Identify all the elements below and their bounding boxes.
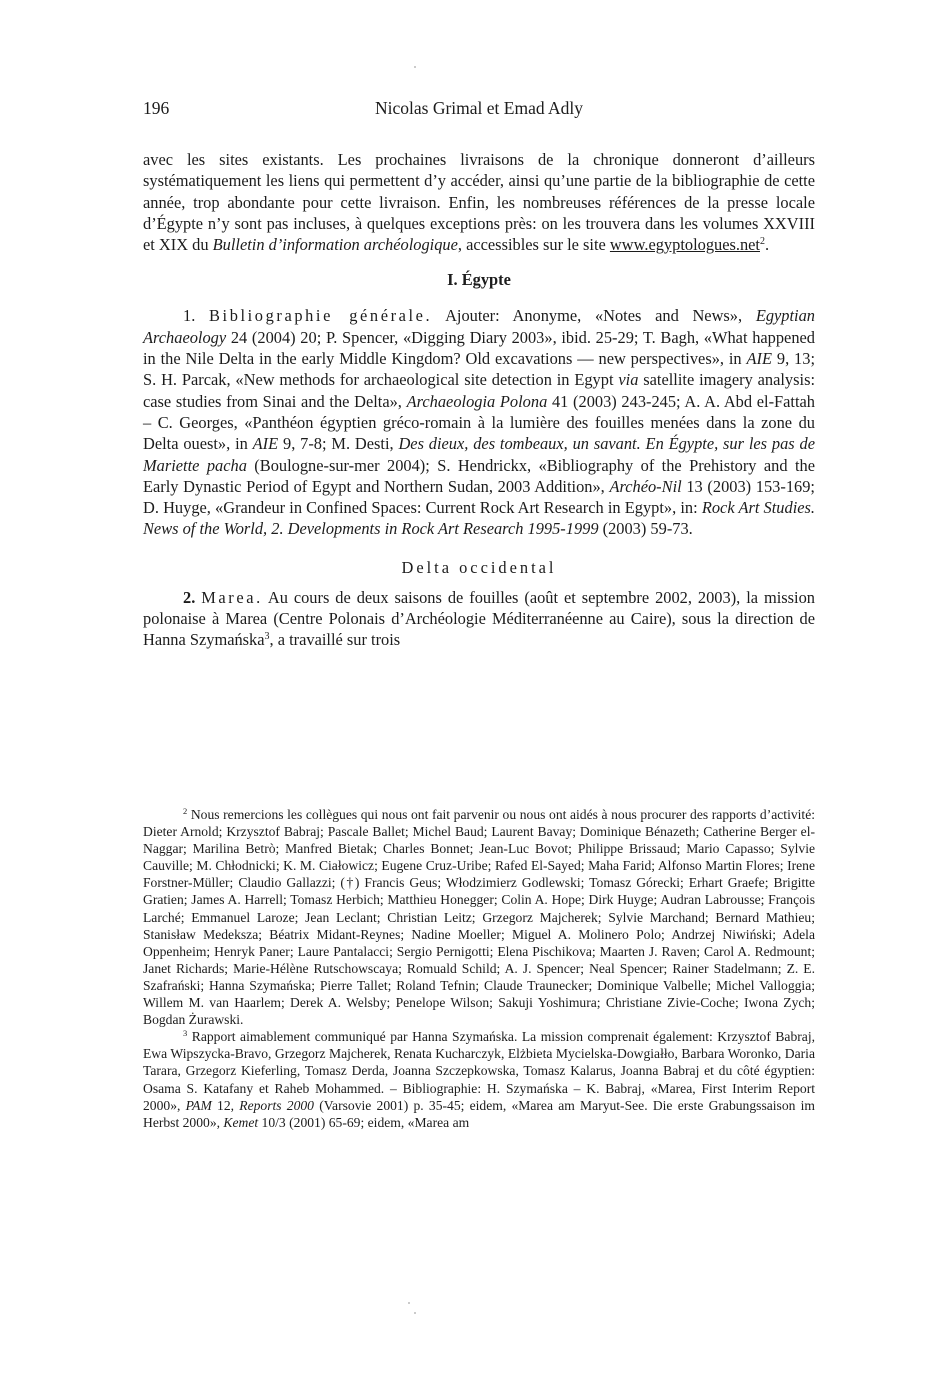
item-heading: Marea. xyxy=(201,587,263,607)
item-heading: Bibliographie générale. xyxy=(209,306,433,326)
footnotes xyxy=(143,806,815,1131)
bibliography-paragraph: 1. Bibliographie générale. Ajouter: Anonyme, «Notes and News», Egyptian Archaeology 24 (2004) 20; P. Spencer, «Digging Diary 2003», ibid. 25-29; T. Bagh, «What happened in the Nile Delta in the early Middle Kingdom? Old excavations — new perspectives», in AIE 9, 13; S. H. Parcak, «New methods for archaeological site detection in Egypt via satellite imagery analysis: case studies from Sinai and the Delta», Archaeologia Polona 41 (2003) 243-245; A. A. Abd el-Fattah – C. Georges, «Panthéon égyptien gréco-romain à la lumière des fouilles menées dans la zone du Delta ouest», in AIE 9, 7-8; M. Desti, Des dieux, des tombeaux, un savant. En Égypte, sur les pas de Mariette pacha (Boulogne-sur-mer 2004); S. Hendrickx, «Bibliography of the Prehistory and the Early Dynastic Period of Egypt and Northern Sudan, 2003 Addition», Archéo-Nil 13 (2003) 153-169; D. Huyge, «Grandeur in Confined Spaces: Current Rock Art Research in Egypt», in: Rock Art Studies. News of the World, 2. Developments in Rock Art Research 1995-1999 (2003) 59-73. xyxy=(143,306,816,539)
scan-speck xyxy=(414,66,416,68)
subsection-title: Delta occidental xyxy=(401,557,557,577)
journal-title: Bulletin d’information archéologique xyxy=(212,235,458,255)
footnote-2: $^2$ Nous remercions les collègues qui nous ont fait parvenir ou nous ont aidés à nous procurer des rapports d’activité: Dieter Arnold; Krzysztof Babraj; Pascale Ballet; Michel Baud; Laurent Bavay; Dominique Bénazeth; Catherine Berger el-Naggar; Marilina Betrò; Manfred Bietak; Charles Bonnet; Jean-Luc Bovot; Philippe Brissaud; Mario Capasso; Sylvie Cauville; M. Chłodnicki; K. M. Ciałowicz; Eugene Cruz-Uribe; Rafed El-Sayed; Maha Farid; Alfonso Martin Flores; Irene Forstner-Müller; Claudio Gallazzi; (†) Francis Geus; Włodzimierz Godlewski; Tomasz Górecki; Erhart Graefe; Brigitte Gratien; James A. Harrell; Tomasz Herbich; Matthieu Honegger; Colin A. Hope; Dirk Huyge; Audran Labrousse; François Larché; Emmanuel Laroze; Jean Leclant; Christian Leitz; Grzegorz Majcherek; Sylvie Marchand; Bernard Mathieu; Stanisław Medeksza; Béatrix Midant-Reynes; Nadine Moeller; Miguel A. Molinero Polo; Andrzej Niwiński; Adela Oppenheim; Henryk Paner; Laure Pantalacci; Sergio Pernigotti; Elena Pischikova; Maarten J. Raven; Carol A. Redmount; Janet Richards; Marie-Hélène Rutschowscaya; Romuald Schild; A. J. Spencer; Neal Spencer; Rainer Stadelmann; Z. E. Szafrański; Hanna Szymańska; Pierre Tallet; Roland Tefnin; Claude Traunecker; Dominique Valbelle; Michel Valloggia; Willem M. van Haarlem; Derek A. Welsby; Penelope Wilson; Sakuji Yoshimura; Christiane Zivie-Coche; Iwona Zych; Bogdan Żurawski. xyxy=(143,806,816,1028)
footnote-ref-2[interactable]: 2 xyxy=(760,236,765,248)
main-text xyxy=(143,149,815,651)
scan-speck xyxy=(408,1302,410,1304)
footnote-number: 2 xyxy=(183,806,188,816)
footnote-number: 3 xyxy=(183,1028,188,1039)
footnote-3: $^3$ Rapport aimablement communiqué par Hanna Szymańska. La mission comprenait également: Krzysztof Babraj, Ewa Wipszycka-Bravo, Grzegorz Majcherek, Renata Kucharczyk, Elżbieta Mycielska-Dowgiałło, Barbara Woronko, Daria Tarara, Grzegorz Kieferling, Tomasz Derda, Joanna Szczepkowska, Tomasz Kalarus, Joanna Babraj et du côté égyptien: Osama S. Katafany et Raheb Mohammed. – Bibliographie: H. Szymańska – K. Babraj, «Marea, First Interim Report 2000», PAM 12, Reports 2000 (Varsovie 2001) p. 35-45; eidem, «Marea am Maryut-See. Die erste Grabungssaison im Herbst 2000», Kemet 10/3 (2001) 65-69; eidem, «Marea am xyxy=(143,1028,816,1130)
running-title: Nicolas Grimal et Emad Adly xyxy=(374,98,583,118)
page-number: 196 xyxy=(143,98,170,118)
intro-paragraph: avec les sites existants. Les prochaines livraisons de la chronique donneront d’ailleurs systématiquement les liens qui permettent d’y accéder, ainsi qu’une partie de la bibliographie de cette année, trop abondante pour cette livraison. Enfin, les nombreuses références de la presse locale d’Égypte n’y sont pas incluses, à quelques exceptions près: on les trouvera dans les volumes XXVIII et XIX du Bulletin d’information archéologique, accessibles sur le site www.egyptologues.net$^2$. xyxy=(143,150,815,255)
footnote-ref-3[interactable]: 3 xyxy=(264,631,270,643)
marea-paragraph: 2. Marea. Au cours de deux saisons de fouilles (août et septembre 2002, 2003), la mission polonaise à Marea (Centre Polonais d’Archéologie Méditerranéenne au Caire), sous la direction de Hanna Szymańska$^3$, a travaillé sur trois xyxy=(143,587,815,650)
item-number: 1. xyxy=(183,306,196,326)
section-title: I. Égypte xyxy=(447,270,511,290)
page-header xyxy=(143,98,815,122)
item-number: 2. xyxy=(183,587,196,607)
scan-speck xyxy=(414,1312,416,1314)
website-link[interactable]: www.egyptologues.net xyxy=(609,235,760,255)
